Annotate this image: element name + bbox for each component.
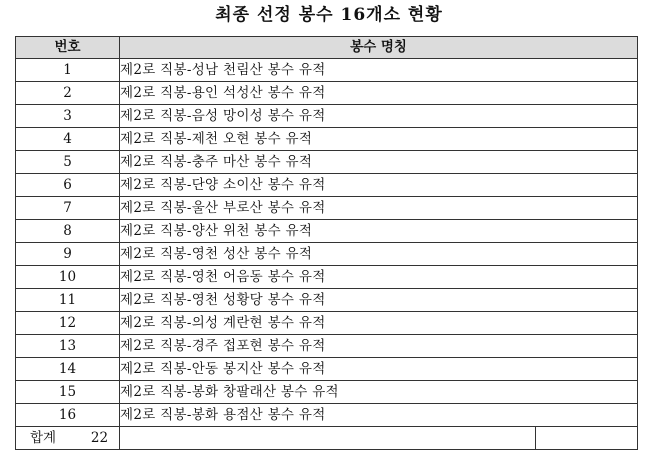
total-label: 합계 [30,429,57,446]
table-row [16,128,638,151]
row-number: 15 [16,381,120,404]
row-number: 4 [16,128,120,151]
row-beacon-name: 제2로 직봉-봉화 창팔래산 봉수 유적 [120,381,638,404]
row-number: 13 [16,335,120,358]
row-number: 9 [16,243,120,266]
row-beacon-name: 제2로 직봉-안동 봉지산 봉수 유적 [120,358,638,381]
table-header-row [16,37,638,59]
row-beacon-name: 제2로 직봉-영천 성산 봉수 유적 [120,243,638,266]
table-row [16,312,638,335]
row-beacon-name: 제2로 직봉-충주 마산 봉수 유적 [120,151,638,174]
row-beacon-name: 제2로 직봉-용인 석성산 봉수 유적 [120,82,638,105]
table-row [16,358,638,381]
table-row [16,220,638,243]
row-number: 11 [16,289,120,312]
row-beacon-name: 제2로 직봉-성남 천림산 봉수 유적 [120,59,638,82]
table-body [16,59,638,427]
table-row [16,151,638,174]
row-number: 10 [16,266,120,289]
table-row [16,266,638,289]
table-row [16,82,638,105]
total-cell [16,427,120,450]
table-row [16,243,638,266]
row-beacon-name: 제2로 직봉-단양 소이산 봉수 유적 [120,174,638,197]
row-beacon-name: 제2로 직봉-음성 망이성 봉수 유적 [120,105,638,128]
table-total-row [16,427,638,450]
document-title: 최종 선정 봉수 16개소 현황 [215,5,443,25]
row-number: 3 [16,105,120,128]
row-beacon-name: 제2로 직봉-양산 위천 봉수 유적 [120,220,638,243]
row-number: 16 [16,404,120,427]
table-row [16,381,638,404]
row-number: 2 [16,82,120,105]
row-number: 12 [16,312,120,335]
total-empty-cell [120,427,536,450]
row-beacon-name: 제2로 직봉-경주 접포현 봉수 유적 [120,335,638,358]
row-beacon-name: 제2로 직봉-영천 성황당 봉수 유적 [120,289,638,312]
row-number: 5 [16,151,120,174]
row-beacon-name: 제2로 직봉-제천 오현 봉수 유적 [120,128,638,151]
table-row [16,335,638,358]
row-number: 6 [16,174,120,197]
row-beacon-name: 제2로 직봉-의성 계란현 봉수 유적 [120,312,638,335]
total-empty-cell-right [536,427,638,450]
row-number: 8 [16,220,120,243]
table-row [16,289,638,312]
beacon-table [15,36,638,450]
row-beacon-name: 제2로 직봉-울산 부로산 봉수 유적 [120,197,638,220]
total-value: 22 [90,429,109,446]
table-row [16,59,638,82]
header-beacon-name: 봉수 명칭 [120,37,638,59]
table-row [16,105,638,128]
table-row [16,174,638,197]
table-row [16,197,638,220]
table-row [16,404,638,427]
header-number: 번호 [16,37,120,59]
row-beacon-name: 제2로 직봉-영천 어음동 봉수 유적 [120,266,638,289]
row-number: 7 [16,197,120,220]
row-beacon-name: 제2로 직봉-봉화 용점산 봉수 유적 [120,404,638,427]
row-number: 1 [16,59,120,82]
row-number: 14 [16,358,120,381]
